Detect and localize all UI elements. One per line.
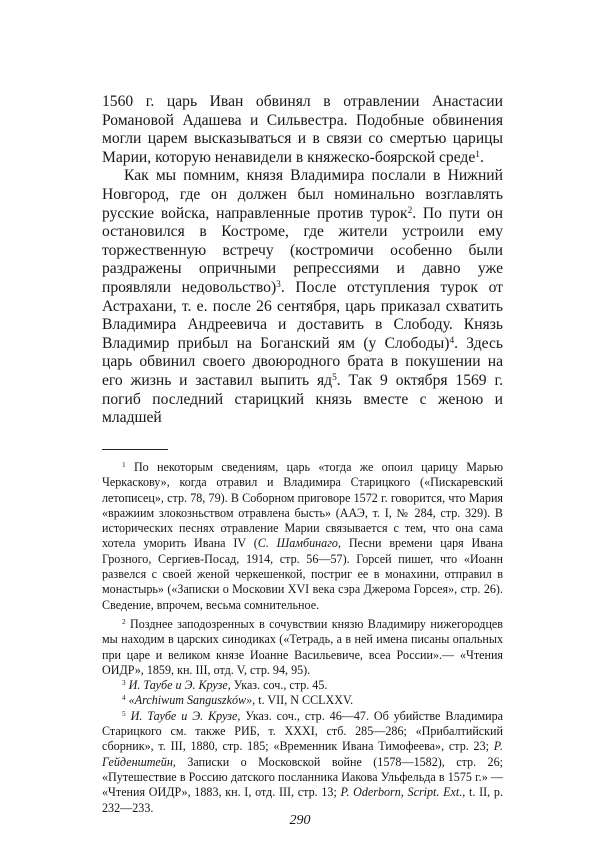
footnote-1-text-b: , Песни времени царя Ивана Грозного, Сергиев-Посад, 1914, стр. 56—57). Горсей пишет, что «Иоанн развелся с своей женой черкешенкой, постриг ее в монахини, отправил в монастырь» («Записки о Московии XVI века сэра Джерома Горсея», стр. 26). Сведение, впрочем, весьма сомнительное. bbox=[102, 536, 504, 612]
paragraph-2-text-1: Как мы помним, князя Владимира послали в Нижний Новгород, где он должен был номинально возглавлять русские войска, направленные против турок bbox=[102, 167, 503, 222]
footnote-1-number: 1 bbox=[122, 461, 126, 470]
footnote-5-number: 5 bbox=[122, 709, 126, 718]
footnote-ref-2: 2 bbox=[407, 205, 413, 216]
paragraph-2-text-2: . По пути он остановился в Костроме, где жители устроили ему торжественную встречу (костромичи особенно были раздражены опричными репрессиями и давно уже проявляли недовольство) bbox=[102, 204, 503, 296]
footnote-divider bbox=[102, 449, 168, 450]
footnote-3 bbox=[102, 678, 503, 693]
footnote-ref-3: 3 bbox=[276, 279, 281, 290]
paragraph-1-end: . bbox=[479, 148, 484, 166]
footnote-5-text-a: , Указ. соч., стр. 46—47. Об убийстве Владимира Старицкого см. также РИБ, т. XXXI, стб. 285—286; «Прибалтийский сборник», т. III, 1880, стр. 185; «Временник Ивана Тимофеева», стр. 23; bbox=[102, 708, 504, 754]
footnote-4 bbox=[102, 693, 503, 708]
main-text bbox=[102, 93, 503, 428]
footnotes bbox=[102, 460, 503, 816]
footnote-ref-4: 4 bbox=[449, 335, 455, 346]
footnote-1-author: С. Шамбинаго bbox=[257, 536, 338, 551]
footnote-4-title: «Archiwum Sanguszków» bbox=[128, 693, 253, 708]
paragraph-2 bbox=[102, 167, 503, 427]
paragraph-2-text-3: . После отступления турок от Астрахани, т. е. после 26 сентября, царь приказал схватить Владимира Андреевича и доставить в Слободу. Князь Владимир прибыл на Боганский ям (у Слободы) bbox=[102, 278, 503, 352]
footnote-4-text: , t. VII, N CCLXXV. bbox=[252, 693, 354, 708]
footnote-5-author-3: P. Oderborn, Script. Ext. bbox=[340, 785, 463, 800]
footnote-1-text-a: По некоторым сведениям, царь «тогда же опоил царицу Марью Черкаскову», когда отравил и Владимира Старицкого («Пискаревский летописец», стр. 78, 79). В Соборном приговоре 1572 г. говорится, что Мария «вражиим злокозньством отравлена бысть» (ААЭ, т. I, № 284, стр. 329). В исторических песнях отравление Марии связывается с тем, что она сама хотела уморить Ивана IV ( bbox=[102, 460, 503, 551]
footnote-3-author: И. Таубе и Э. Крузе bbox=[128, 678, 228, 693]
footnote-2-text: Позднее заподозренных в сочувствии князю Владимиру нижегородцев мы находим в царских синодиках («Тетрадь, а в ней имена писаны опальных при царе и великом князе Иоанне Васильевиче, всеа России».— «Чтения ОИДР», 1859, кн. III, отд. V, стр. 94, 95). bbox=[102, 616, 503, 677]
footnote-4-number: 4 bbox=[122, 694, 126, 703]
paragraph-2-text-4: . Здесь царь обвинил своего двоюродного брата в покушении на его жизнь и заставил выпить яд bbox=[102, 334, 503, 389]
footnote-3-text: , Указ. соч., стр. 45. bbox=[227, 678, 328, 693]
footnote-ref-5: 5 bbox=[332, 372, 337, 383]
footnote-1 bbox=[102, 460, 503, 613]
footnote-2-number: 2 bbox=[122, 617, 126, 626]
footnote-ref-1: 1 bbox=[475, 149, 480, 160]
footnote-5 bbox=[102, 709, 503, 816]
footnote-5-text-b: , Записки о Московской войне (1578—1582), стр. 26; «Путешествие в Россию датского посланника Иакова Ульфельда в 1575 г.» — «Чтения ОИДР», 1883, кн. I, отд. III, стр. 13; bbox=[102, 754, 503, 800]
paragraph-1-text: 1560 г. царь Иван обвинял в отравлении Анастасии Романовой Адашева и Сильвестра. Подобные обвинения могли царем высказываться и в связи со смертью царицы Марии, которую ненавидели в княжеско-боярской среде bbox=[102, 93, 503, 166]
footnote-5-author-2: Р. Гейденштейн bbox=[102, 739, 503, 769]
footnote-5-text-c: , t. II, p. 232—233. bbox=[102, 785, 503, 815]
page-number: 290 bbox=[289, 813, 311, 828]
footnote-5-author-1: И. Таубе и Э. Крузе bbox=[130, 708, 238, 723]
footnote-2 bbox=[102, 617, 503, 678]
footnote-3-number: 3 bbox=[122, 679, 126, 688]
paragraph-1 bbox=[102, 93, 503, 167]
paragraph-2-text-5: . Так 9 октября 1569 г. погиб последний старицкий князь вместе с женою и младшей bbox=[102, 371, 503, 427]
